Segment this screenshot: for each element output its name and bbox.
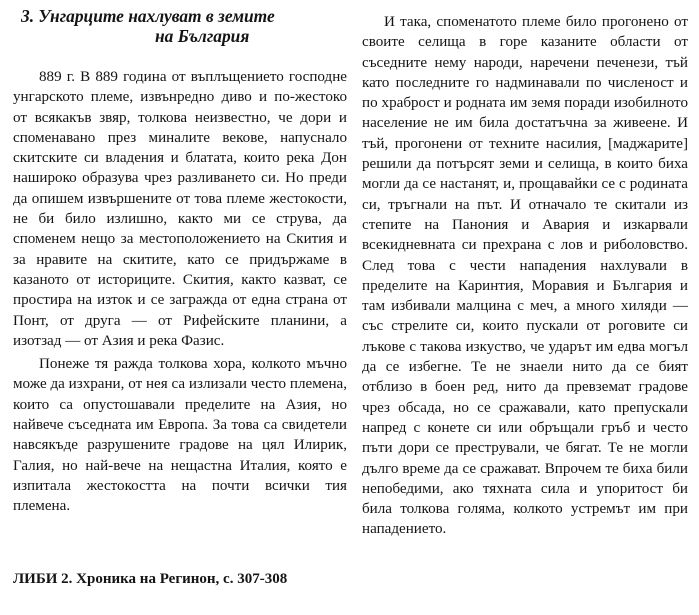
right-column [362,0,688,540]
left-paragraph-2: Понеже тя ражда толкова хора, колкото мъчно може да изхрани, от нея са излизали често племена, които са опустошавали пределите на Азия, но найвече съседната им Европа. За това са свидетели навсякъде разрушените градове на цял Илирик, Галия, но най-вече на нещастна Италия, която е изпитала жестокостта на почти всички тия племена. [13,356,347,515]
section-title-line-2: на България [155,26,250,46]
section-title-line-1: 3. Унгарците нахлуват в земите [21,6,275,26]
section-title [13,6,347,46]
left-paragraph-1: 889 г. В 889 година от въплъщението господне унгарското племе, извънредно диво и по-жестоко от всякакъв звяр, толкова неизвестно, че дори и споменавано през миналите векове, напуснало скитските си владения и блатата, които река Дон нашироко образува чрез разливането си. Но преди да опишем извършените от това племе жестокости, не би било излишно, както ми се струва, да споменем нещо за местоположението на Скития и за нравите на скитите, като се придържаме в казаното от историците. Скития, както казват, се простира на изток и се загражда от една страна от Понт, от друга — от Рифейските планини, а изотзад — от Азия и река Фазис. [13,69,347,349]
source-caption: ЛИБИ 2. Хроника на Регинон, с. 307-308 [13,571,288,587]
left-column [13,0,347,517]
right-paragraph: И така, споменатото племе било прогонено от своите селища в горе казаните области от съседните нему народи, наречени печенези, тъй като последните го надминавали по численост и по храброст и родната им земя поради изобилното население не им била достатъчна за живеене. И тъй, прогонени от техните насилия, [маджарите] решили да потърсят земи и селища, в които биха могли да се настанят, и, прощавайки се с родината си, тръгнали на път. И отначало те скитали из степите на Панония и Авария и изкарвали всекидневната си прехрана с лов и риболовство. След това с чести нападения нахлували в пределите на Каринтия, Моравия и България и там избивали малцина с меч, а много хиляди — със стрелите си, които пускали от роговите си лъкове с такова изкуство, че ударът им едва могъл да се избегне. Те не знаели нито да се бият отблизо в боен ред, нито да превземат градове чрез обсада, но се сражавали, като препускали напред с конете си или обръщали гръб и често пъти дори се престрували, че бягат. Те не могли дълго време да се сражават. Впрочем те биха били непобедими, ако тяхната сила и упоритост би била толкова голяма, колкото устремът им при нападението. [362,14,688,538]
